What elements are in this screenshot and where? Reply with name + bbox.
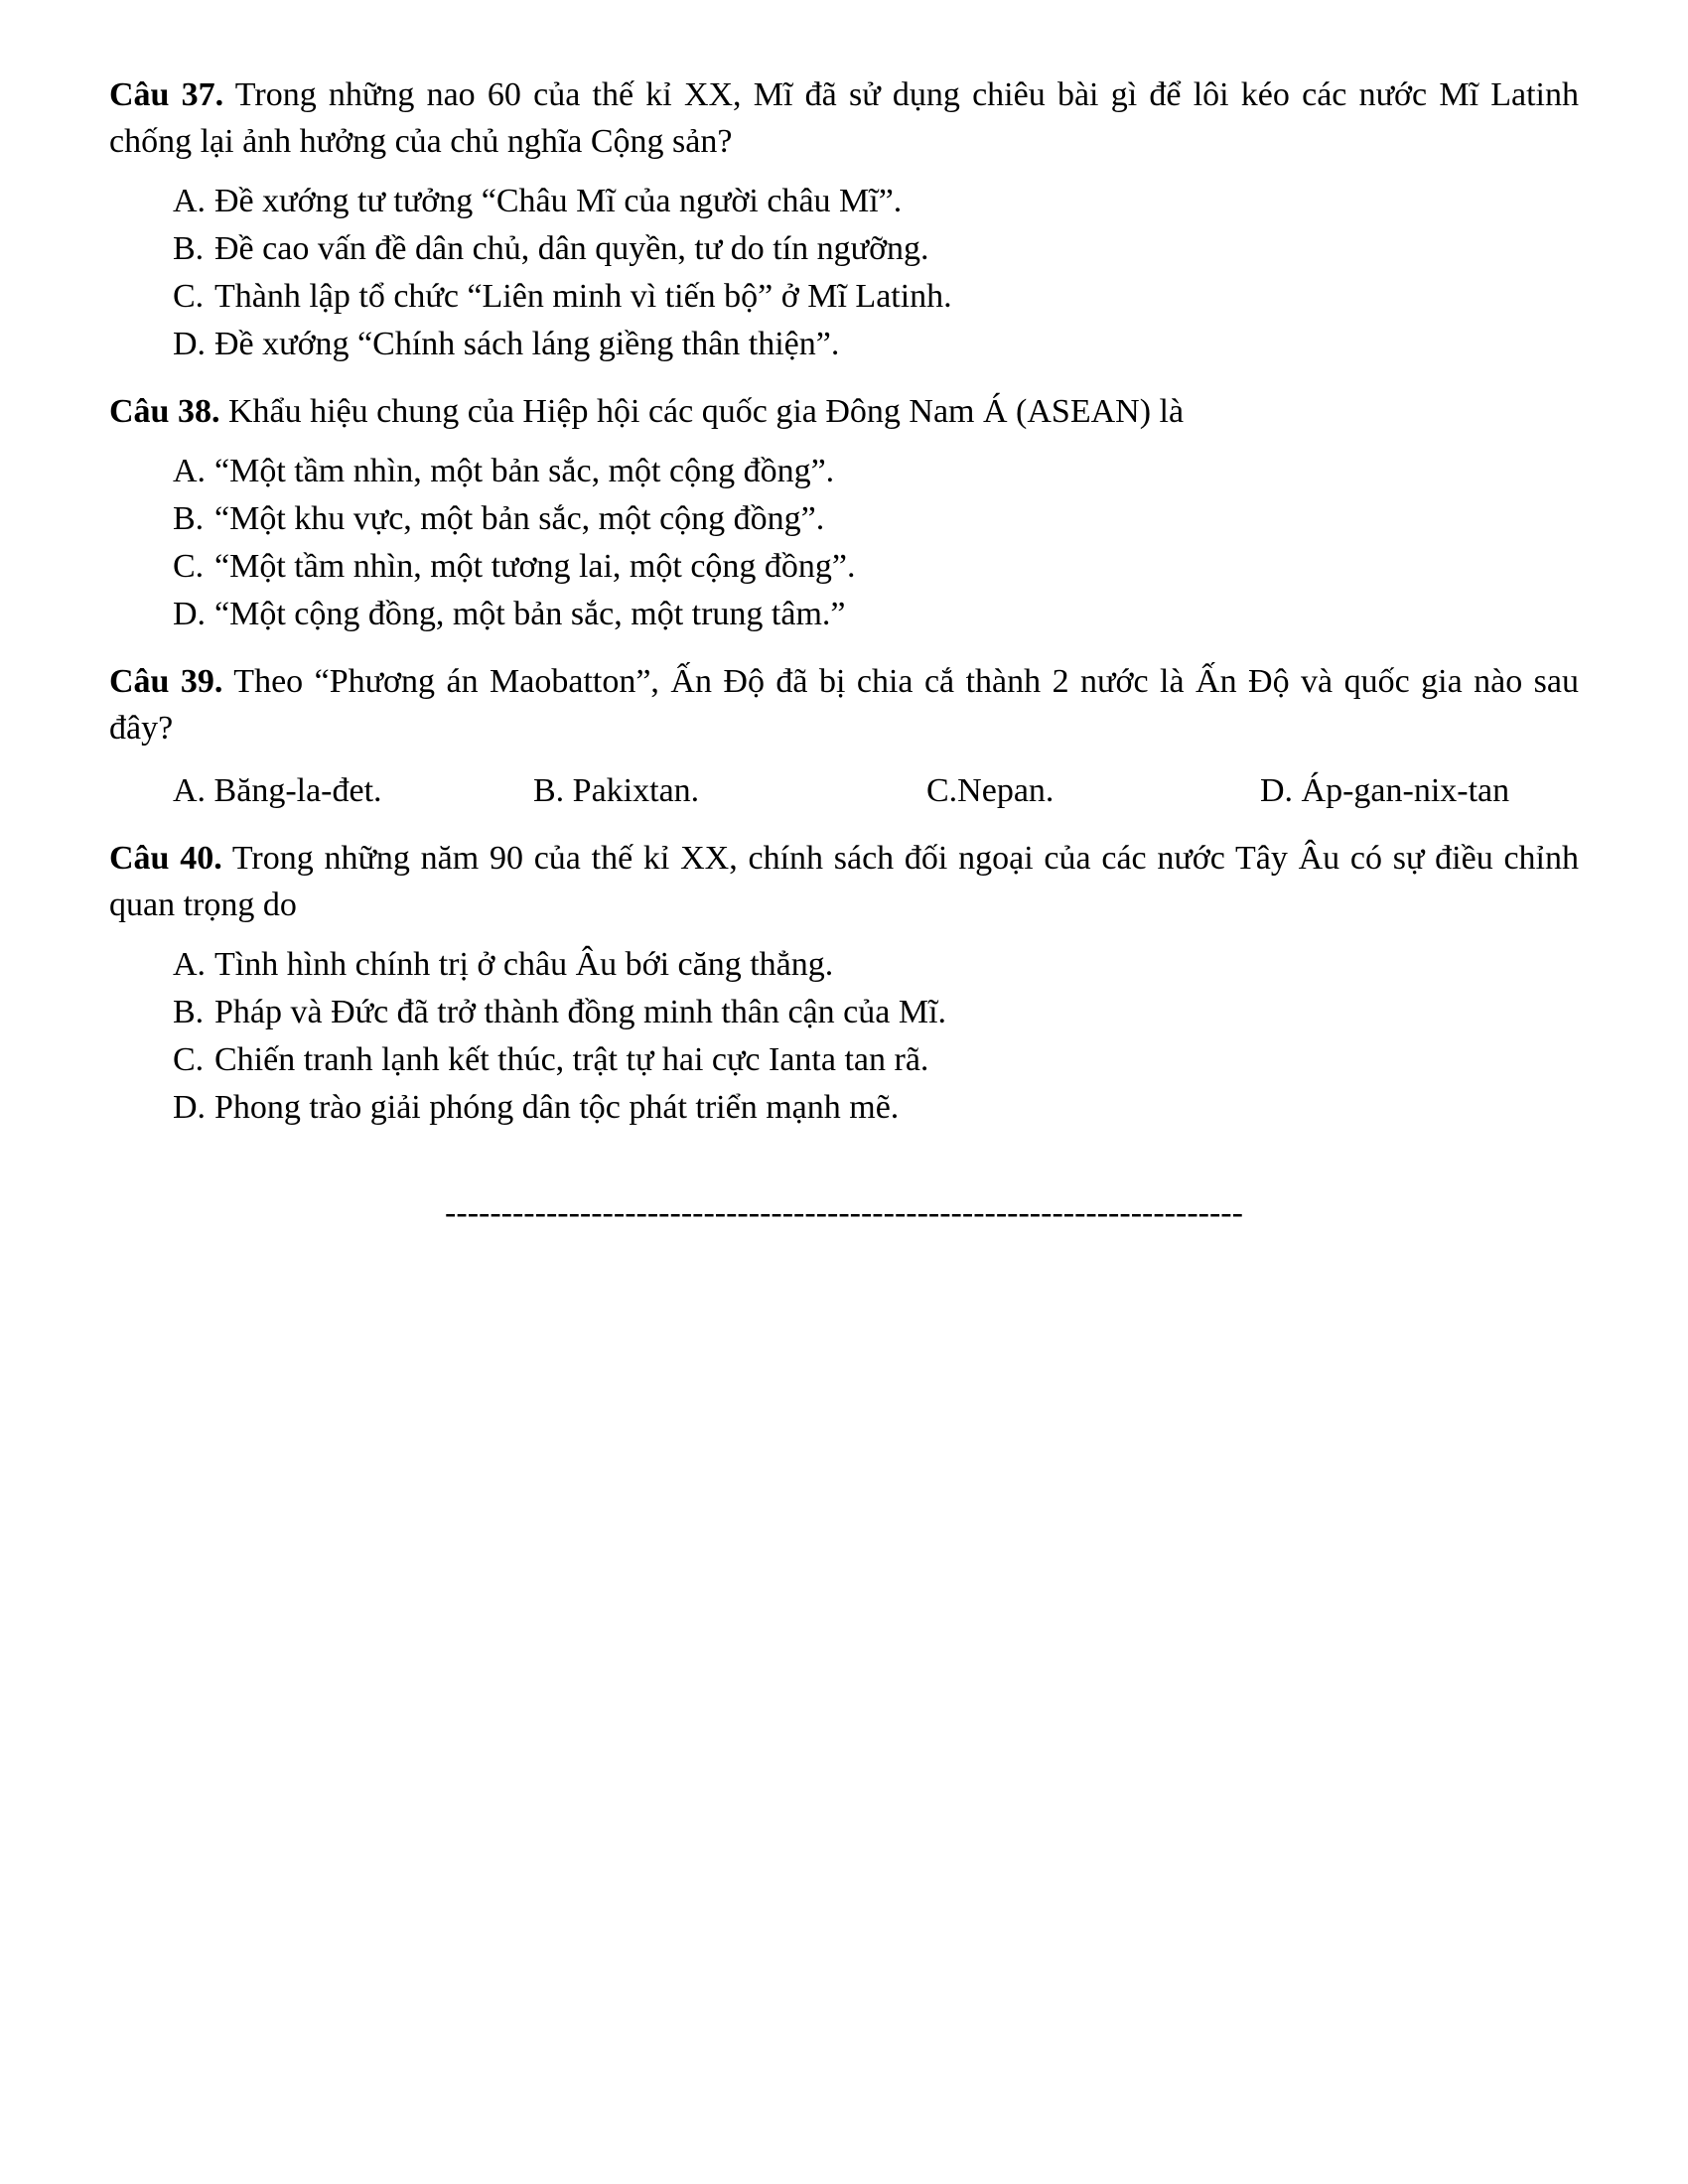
question-38-option-d	[173, 591, 1579, 638]
question-38-options	[173, 448, 1579, 638]
question-38-stem	[109, 388, 1579, 435]
question-37-stem	[109, 71, 1579, 165]
question-38-text: Khẩu hiệu chung của Hiệp hội các quốc gia Đông Nam Á (ASEAN) là	[227, 393, 1185, 430]
option-text: Đề cao vấn đề dân chủ, dân quyền, tư do tín ngưỡng.	[214, 230, 929, 267]
question-39-option-b: B. Pakixtan.	[533, 772, 700, 809]
option-text: Đề xướng tư tưởng “Châu Mĩ của người châu Mĩ”.	[214, 183, 903, 219]
question-40-number: Câu 40.	[109, 840, 222, 877]
question-39-number: Câu 39.	[109, 663, 223, 700]
option-letter: A.	[173, 946, 207, 983]
question-40-text: Trong những năm 90 của thế kỉ XX, chính sách đối ngoại của các nước Tây Âu có sự điều chỉnh quan trọng do	[109, 840, 1579, 923]
question-37-option-c	[173, 273, 1579, 321]
option-letter: D.	[173, 326, 207, 362]
question-39	[109, 658, 1579, 815]
option-letter: D.	[173, 596, 207, 632]
question-39-options	[173, 767, 1579, 815]
option-letter: D.	[173, 1089, 207, 1126]
question-37-text: Trong những nao 60 của thế kỉ XX, Mĩ đã sử dụng chiêu bài gì để lôi kéo các nước Mĩ Latinh chống lại ảnh hưởng của chủ nghĩa Cộng sản?	[109, 76, 1579, 160]
question-37-options	[173, 178, 1579, 368]
option-text: “Một tầm nhìn, một bản sắc, một cộng đồng”.	[214, 453, 835, 489]
question-39-option-d: D. Áp-gan-nix-tan	[1260, 772, 1510, 809]
question-38-number: Câu 38.	[109, 393, 220, 430]
option-letter: C.	[173, 278, 205, 315]
question-39-option-c: C.Nepan.	[926, 772, 1055, 809]
question-40-option-a	[173, 941, 1579, 989]
section-separator: -----------------------------------------------------------------------	[445, 1194, 1243, 1231]
question-40	[109, 835, 1579, 1132]
option-text: “Một cộng đồng, một bản sắc, một trung tâm.”	[214, 596, 846, 632]
option-text: Pháp và Đức đã trở thành đồng minh thân cận của Mĩ.	[214, 994, 947, 1030]
option-letter: A.	[173, 183, 207, 219]
question-40-option-d	[173, 1084, 1579, 1132]
question-40-stem	[109, 835, 1579, 928]
option-letter: A.	[173, 453, 207, 489]
question-37	[109, 71, 1579, 368]
option-letter: B.	[173, 500, 205, 537]
option-text: Chiến tranh lạnh kết thúc, trật tự hai cực Ianta tan rã.	[214, 1041, 929, 1078]
question-40-options	[173, 941, 1579, 1132]
question-37-number: Câu 37.	[109, 76, 224, 113]
question-39-text: Theo “Phương án Maobatton”, Ấn Độ đã bị chia cắ thành 2 nước là Ấn Độ và quốc gia nào sau đây?	[109, 663, 1580, 747]
option-text: “Một khu vực, một bản sắc, một cộng đồng”.	[214, 500, 825, 537]
question-38-option-b	[173, 495, 1579, 543]
question-37-option-a	[173, 178, 1579, 225]
question-38	[109, 388, 1579, 638]
question-39-stem	[109, 658, 1579, 751]
option-text: “Một tầm nhìn, một tương lai, một cộng đồng”.	[214, 548, 856, 585]
option-text: Tình hình chính trị ở châu Âu bới căng thẳng.	[214, 946, 834, 983]
question-40-option-b	[173, 989, 1579, 1036]
question-38-option-c	[173, 543, 1579, 591]
question-40-option-c	[173, 1036, 1579, 1084]
question-37-option-d	[173, 321, 1579, 368]
option-letter: C.	[173, 1041, 205, 1078]
question-39-option-a: A. Băng-la-đet.	[173, 772, 382, 809]
option-text: Đề xướng “Chính sách láng giềng thân thiện”.	[214, 326, 840, 362]
option-letter: B.	[173, 230, 205, 267]
question-37-option-b	[173, 225, 1579, 273]
option-text: Phong trào giải phóng dân tộc phát triển mạnh mẽ.	[214, 1089, 900, 1126]
option-letter: B.	[173, 994, 205, 1030]
question-38-option-a	[173, 448, 1579, 495]
option-letter: C.	[173, 548, 205, 585]
option-text: Thành lập tổ chức “Liên minh vì tiến bộ” ở Mĩ Latinh.	[214, 278, 952, 315]
